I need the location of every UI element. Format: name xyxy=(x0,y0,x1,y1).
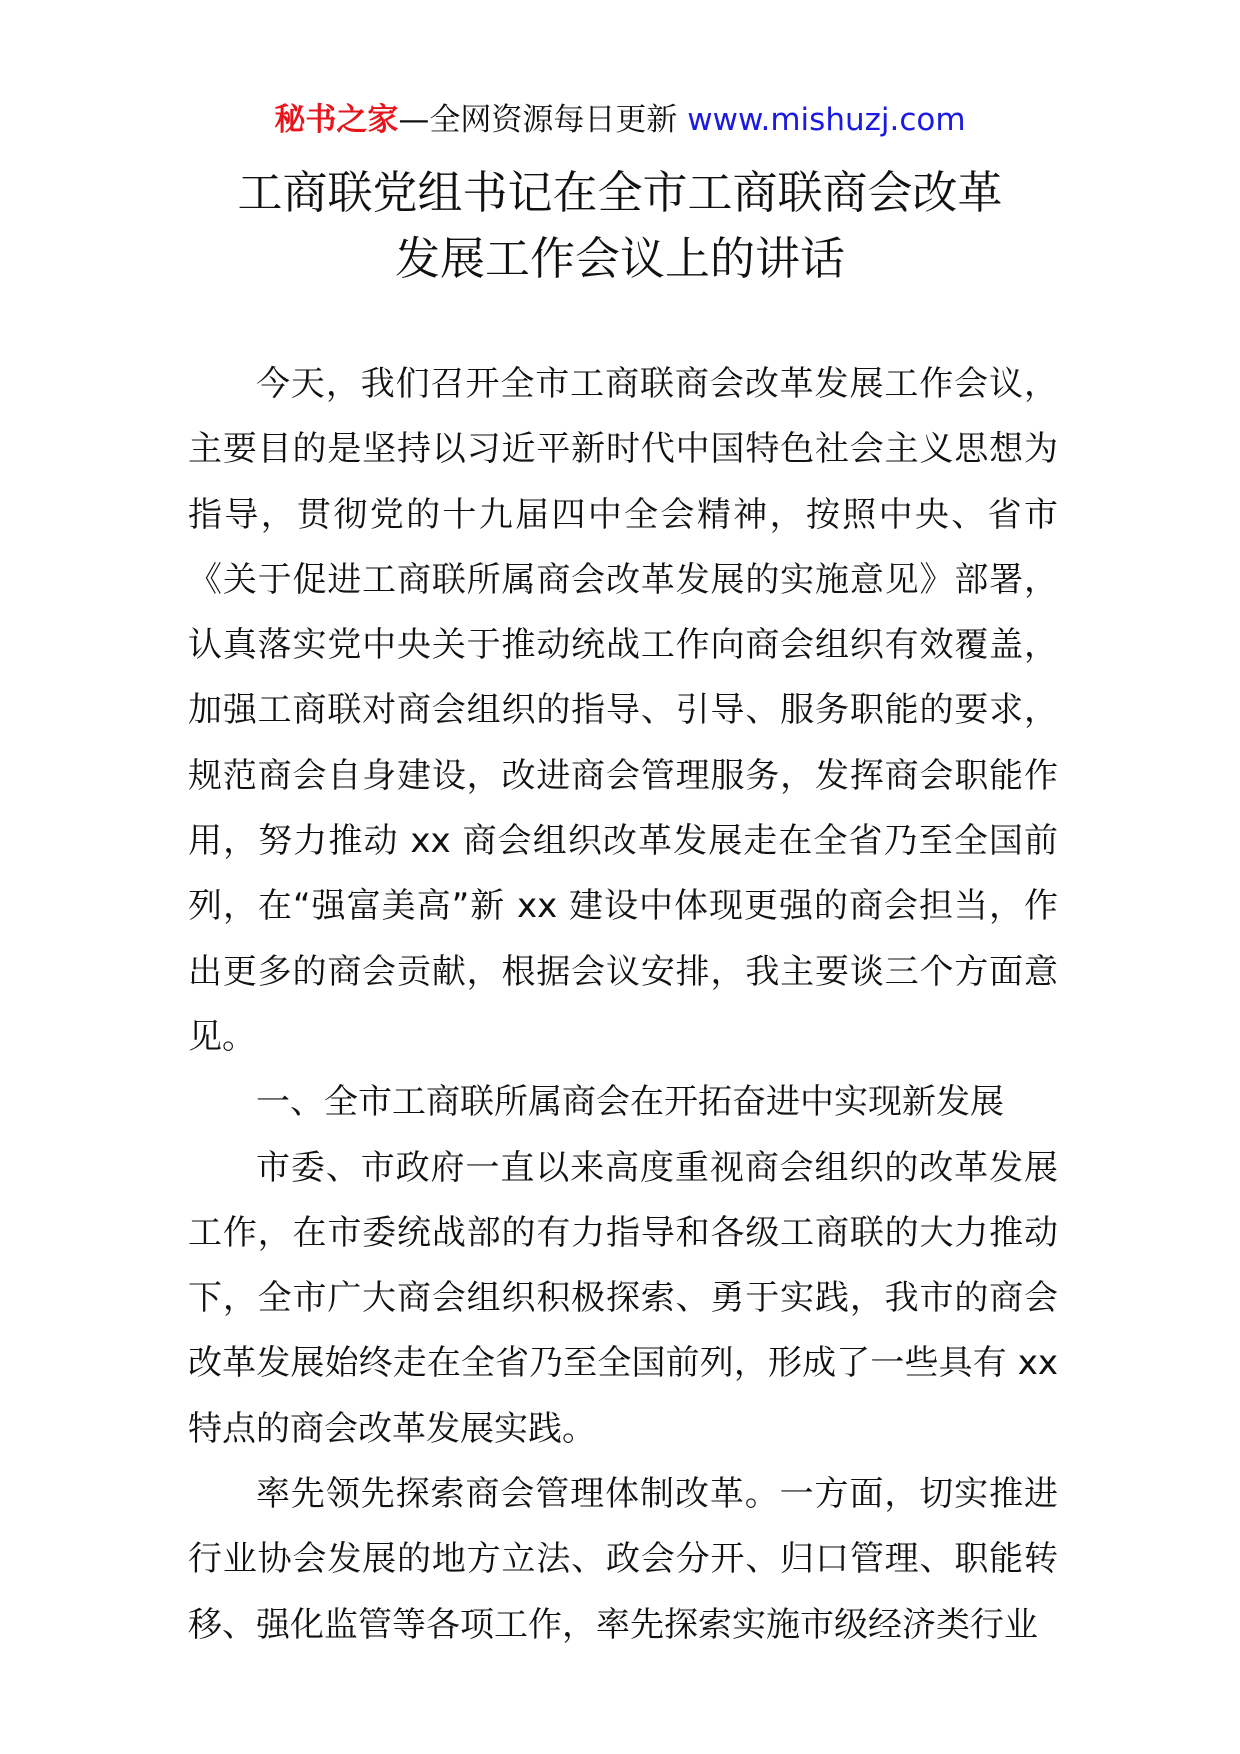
header-brand: 秘书之家 xyxy=(274,102,399,138)
paragraph-section-1: 市委、市政府一直以来高度重视商会组织的改革发展工作，在市委统战部的有力指导和各级工商联的大力推动下，全市广大商会组织积极探索、勇于实践，我市的商会改革发展始终走在全省乃至全国前列，形成了一些具有 xx 特点的商会改革发展实践。 xyxy=(188,1147,1058,1449)
document-title xyxy=(0,160,1240,292)
title-line-2: 发展工作会议上的讲话 xyxy=(394,232,845,285)
site-header xyxy=(0,100,1240,140)
paragraph-management-reform: 率先领先探索商会管理体制改革。一方面，切实推进行业协会发展的地方立法、政会分开、归口管理、职能转移、强化监管等各项工作，率先探索实施市级经济类行业 xyxy=(188,1474,1058,1645)
document-body xyxy=(188,352,1058,1658)
title-line-1: 工商联党组书记在全市工商联商会改革 xyxy=(237,166,1003,219)
section-heading-1: 一、全市工商联所属商会在开拓奋进中实现新发展 xyxy=(256,1082,1004,1123)
header-tagline: —全网资源每日更新 xyxy=(398,102,688,138)
paragraph-intro: 今天，我们召开全市工商联商会改革发展工作会议，主要目的是坚持以习近平新时代中国特色社会主义思想为指导，贯彻党的十九届四中全会精神，按照中央、省市《关于促进工商联所属商会改革发展的实施意见》部署，认真落实党中央关于推动统战工作向商会组织有效覆盖，加强工商联对商会组织的指导、引导、服务职能的要求，规范商会自身建设，改进商会管理服务，发挥商会职能作用，努力推动 xx 商会组织改革发展走在全省乃至全国前列，在“强富美高”新 xx 建设中体现更强的商会担当，作出更多的商会贡献，根据会议安排，我主要谈三个方面意见。 xyxy=(188,364,1058,1057)
header-url-link[interactable]: www.mishuzj.com xyxy=(687,102,966,138)
